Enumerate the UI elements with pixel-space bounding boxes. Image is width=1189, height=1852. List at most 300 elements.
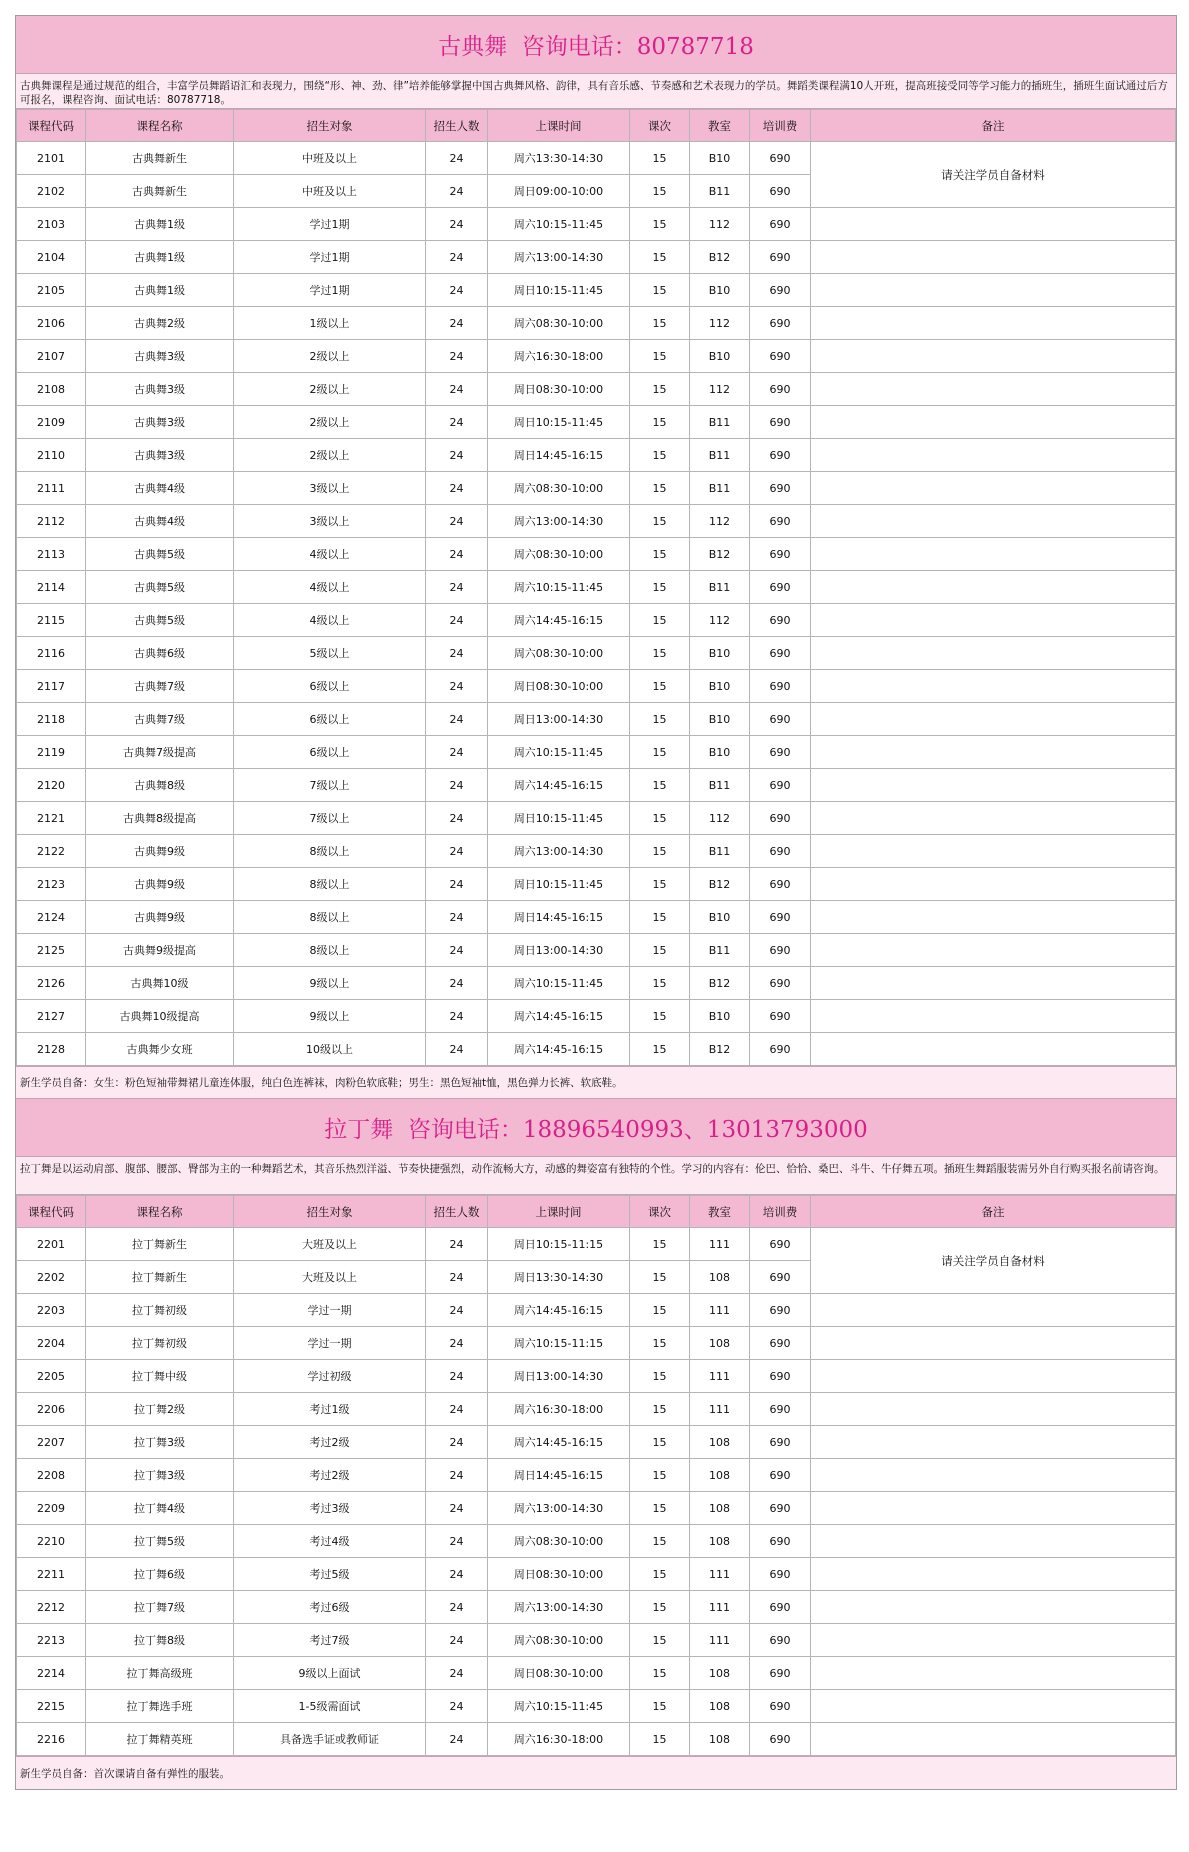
sessions-cell: 15 xyxy=(630,1000,690,1033)
sessions-cell: 15 xyxy=(630,472,690,505)
course-code-cell: 2121 xyxy=(17,802,86,835)
capacity-cell: 24 xyxy=(426,967,488,1000)
fee-cell: 690 xyxy=(750,406,811,439)
class-time-cell: 周六13:30-14:30 xyxy=(488,142,630,175)
course-code-cell: 2115 xyxy=(17,604,86,637)
class-time-cell: 周日13:30-14:30 xyxy=(488,1261,630,1294)
remarks-cell xyxy=(811,637,1176,670)
remarks-cell xyxy=(811,1690,1176,1723)
class-time-cell: 周日10:15-11:45 xyxy=(488,868,630,901)
target-students-cell: 1级以上 xyxy=(234,307,426,340)
capacity-cell: 24 xyxy=(426,1000,488,1033)
header-class-time: 上课时间 xyxy=(488,1196,630,1228)
remarks-cell xyxy=(811,340,1176,373)
course-name-cell: 古典舞8级提高 xyxy=(86,802,234,835)
course-name-cell: 拉丁舞4级 xyxy=(86,1492,234,1525)
target-students-cell: 2级以上 xyxy=(234,373,426,406)
classroom-cell: B10 xyxy=(690,901,750,934)
classroom-cell: 108 xyxy=(690,1327,750,1360)
sessions-cell: 15 xyxy=(630,1360,690,1393)
classroom-cell: B12 xyxy=(690,967,750,1000)
sessions-cell: 15 xyxy=(630,637,690,670)
fee-cell: 690 xyxy=(750,1033,811,1066)
remarks-cell xyxy=(811,802,1176,835)
table-row xyxy=(17,967,1176,1000)
target-students-cell: 学过一期 xyxy=(234,1294,426,1327)
section-footer-note: 新生学员自备：首次课请自备有弹性的服装。 xyxy=(16,1756,1176,1789)
table-row xyxy=(17,340,1176,373)
target-students-cell: 2级以上 xyxy=(234,439,426,472)
header-fee: 培训费 xyxy=(750,1196,811,1228)
target-students-cell: 考过4级 xyxy=(234,1525,426,1558)
fee-cell: 690 xyxy=(750,1294,811,1327)
remarks-cell xyxy=(811,1459,1176,1492)
sessions-cell: 15 xyxy=(630,1624,690,1657)
target-students-cell: 8级以上 xyxy=(234,868,426,901)
table-row xyxy=(17,472,1176,505)
sessions-cell: 15 xyxy=(630,1558,690,1591)
class-time-cell: 周日08:30-10:00 xyxy=(488,670,630,703)
classroom-cell: B10 xyxy=(690,637,750,670)
sessions-cell: 15 xyxy=(630,835,690,868)
classroom-cell: 111 xyxy=(690,1393,750,1426)
table-row xyxy=(17,1624,1176,1657)
fee-cell: 690 xyxy=(750,835,811,868)
banner-title: 古典舞 咨询电话：80787718 xyxy=(438,34,754,60)
class-time-cell: 周六16:30-18:00 xyxy=(488,340,630,373)
target-students-cell: 6级以上 xyxy=(234,736,426,769)
target-students-cell: 7级以上 xyxy=(234,769,426,802)
sessions-cell: 15 xyxy=(630,1459,690,1492)
course-name-cell: 拉丁舞2级 xyxy=(86,1393,234,1426)
sessions-cell: 15 xyxy=(630,538,690,571)
remarks-cell xyxy=(811,1294,1176,1327)
header-course-code: 课程代码 xyxy=(17,1196,86,1228)
remarks-cell xyxy=(811,703,1176,736)
course-name-cell: 拉丁舞3级 xyxy=(86,1459,234,1492)
fee-cell: 690 xyxy=(750,1591,811,1624)
classroom-cell: 112 xyxy=(690,505,750,538)
remarks-cell xyxy=(811,670,1176,703)
remarks-cell xyxy=(811,439,1176,472)
classroom-cell: B12 xyxy=(690,1033,750,1066)
course-code-cell: 2109 xyxy=(17,406,86,439)
table-row xyxy=(17,1294,1176,1327)
fee-cell: 690 xyxy=(750,1393,811,1426)
classroom-cell: B11 xyxy=(690,439,750,472)
fee-cell: 690 xyxy=(750,1261,811,1294)
remarks-cell xyxy=(811,835,1176,868)
sessions-cell: 15 xyxy=(630,967,690,1000)
course-code-cell: 2101 xyxy=(17,142,86,175)
header-capacity: 招生人数 xyxy=(426,1196,488,1228)
fee-cell: 690 xyxy=(750,670,811,703)
table-row xyxy=(17,142,1176,175)
classroom-cell: B11 xyxy=(690,571,750,604)
course-table xyxy=(16,1195,1176,1756)
target-students-cell: 考过3级 xyxy=(234,1492,426,1525)
classroom-cell: 111 xyxy=(690,1558,750,1591)
capacity-cell: 24 xyxy=(426,274,488,307)
fee-cell: 690 xyxy=(750,1525,811,1558)
classroom-cell: 111 xyxy=(690,1294,750,1327)
remarks-cell xyxy=(811,868,1176,901)
course-code-cell: 2210 xyxy=(17,1525,86,1558)
sessions-cell: 15 xyxy=(630,1033,690,1066)
class-time-cell: 周日10:15-11:45 xyxy=(488,274,630,307)
sessions-cell: 15 xyxy=(630,934,690,967)
class-time-cell: 周六10:15-11:45 xyxy=(488,208,630,241)
class-time-cell: 周六08:30-10:00 xyxy=(488,538,630,571)
fee-cell: 690 xyxy=(750,373,811,406)
capacity-cell: 24 xyxy=(426,538,488,571)
target-students-cell: 9级以上面试 xyxy=(234,1657,426,1690)
class-time-cell: 周六10:15-11:15 xyxy=(488,1327,630,1360)
table-row xyxy=(17,604,1176,637)
header-fee: 培训费 xyxy=(750,110,811,142)
fee-cell: 690 xyxy=(750,340,811,373)
capacity-cell: 24 xyxy=(426,142,488,175)
course-code-cell: 2102 xyxy=(17,175,86,208)
classroom-cell: B10 xyxy=(690,1000,750,1033)
course-name-cell: 拉丁舞8级 xyxy=(86,1624,234,1657)
class-time-cell: 周日08:30-10:00 xyxy=(488,1657,630,1690)
course-code-cell: 2113 xyxy=(17,538,86,571)
target-students-cell: 大班及以上 xyxy=(234,1228,426,1261)
fee-cell: 690 xyxy=(750,637,811,670)
table-row xyxy=(17,538,1176,571)
fee-cell: 690 xyxy=(750,604,811,637)
classroom-cell: 108 xyxy=(690,1657,750,1690)
course-code-cell: 2209 xyxy=(17,1492,86,1525)
table-row xyxy=(17,1558,1176,1591)
fee-cell: 690 xyxy=(750,1327,811,1360)
capacity-cell: 24 xyxy=(426,868,488,901)
sessions-cell: 15 xyxy=(630,406,690,439)
target-students-cell: 考过6级 xyxy=(234,1591,426,1624)
remarks-cell xyxy=(811,1591,1176,1624)
sessions-cell: 15 xyxy=(630,901,690,934)
fee-cell: 690 xyxy=(750,1690,811,1723)
table-row xyxy=(17,868,1176,901)
sessions-cell: 15 xyxy=(630,1591,690,1624)
classroom-cell: 108 xyxy=(690,1690,750,1723)
course-code-cell: 2106 xyxy=(17,307,86,340)
course-name-cell: 古典舞10级提高 xyxy=(86,1000,234,1033)
fee-cell: 690 xyxy=(750,901,811,934)
sessions-cell: 15 xyxy=(630,1723,690,1756)
table-row xyxy=(17,1033,1176,1066)
course-code-cell: 2215 xyxy=(17,1690,86,1723)
table-row xyxy=(17,670,1176,703)
fee-cell: 690 xyxy=(750,736,811,769)
remarks-cell xyxy=(811,1360,1176,1393)
fee-cell: 690 xyxy=(750,142,811,175)
remarks-cell xyxy=(811,967,1176,1000)
remarks-cell xyxy=(811,1558,1176,1591)
class-time-cell: 周日10:15-11:15 xyxy=(488,1228,630,1261)
target-students-cell: 6级以上 xyxy=(234,703,426,736)
capacity-cell: 24 xyxy=(426,505,488,538)
remarks-cell: 请关注学员自备材料 xyxy=(811,142,1176,208)
fee-cell: 690 xyxy=(750,967,811,1000)
target-students-cell: 具备选手证或教师证 xyxy=(234,1723,426,1756)
target-students-cell: 4级以上 xyxy=(234,538,426,571)
sessions-cell: 15 xyxy=(630,1492,690,1525)
course-name-cell: 古典舞6级 xyxy=(86,637,234,670)
course-code-cell: 2127 xyxy=(17,1000,86,1033)
table-row xyxy=(17,802,1176,835)
course-name-cell: 拉丁舞初级 xyxy=(86,1294,234,1327)
classroom-cell: 111 xyxy=(690,1228,750,1261)
target-students-cell: 学过一期 xyxy=(234,1327,426,1360)
fee-cell: 690 xyxy=(750,1000,811,1033)
course-name-cell: 古典舞新生 xyxy=(86,142,234,175)
table-row xyxy=(17,373,1176,406)
course-name-cell: 古典舞5级 xyxy=(86,604,234,637)
course-name-cell: 拉丁舞高级班 xyxy=(86,1657,234,1690)
course-code-cell: 2123 xyxy=(17,868,86,901)
course-code-cell: 2212 xyxy=(17,1591,86,1624)
course-code-cell: 2105 xyxy=(17,274,86,307)
class-time-cell: 周日14:45-16:15 xyxy=(488,1459,630,1492)
classroom-cell: 108 xyxy=(690,1492,750,1525)
class-time-cell: 周六10:15-11:45 xyxy=(488,1690,630,1723)
course-name-cell: 古典舞10级 xyxy=(86,967,234,1000)
remarks-cell xyxy=(811,1033,1176,1066)
course-code-cell: 2119 xyxy=(17,736,86,769)
course-code-cell: 2110 xyxy=(17,439,86,472)
table-row xyxy=(17,1393,1176,1426)
classroom-cell: B10 xyxy=(690,340,750,373)
fee-cell: 690 xyxy=(750,934,811,967)
table-row xyxy=(17,571,1176,604)
sessions-cell: 15 xyxy=(630,142,690,175)
target-students-cell: 8级以上 xyxy=(234,901,426,934)
target-students-cell: 考过5级 xyxy=(234,1558,426,1591)
remarks-cell: 请关注学员自备材料 xyxy=(811,1228,1176,1294)
course-code-cell: 2108 xyxy=(17,373,86,406)
table-row xyxy=(17,505,1176,538)
capacity-cell: 24 xyxy=(426,1393,488,1426)
sessions-cell: 15 xyxy=(630,175,690,208)
classroom-cell: 108 xyxy=(690,1525,750,1558)
latin-dance-section xyxy=(16,1099,1176,1789)
class-time-cell: 周六13:00-14:30 xyxy=(488,835,630,868)
target-students-cell: 学过初级 xyxy=(234,1360,426,1393)
target-students-cell: 10级以上 xyxy=(234,1033,426,1066)
sessions-cell: 15 xyxy=(630,670,690,703)
capacity-cell: 24 xyxy=(426,703,488,736)
course-name-cell: 古典舞3级 xyxy=(86,373,234,406)
table-row xyxy=(17,208,1176,241)
target-students-cell: 9级以上 xyxy=(234,1000,426,1033)
course-name-cell: 拉丁舞精英班 xyxy=(86,1723,234,1756)
course-code-cell: 2104 xyxy=(17,241,86,274)
class-time-cell: 周六10:15-11:45 xyxy=(488,736,630,769)
sessions-cell: 15 xyxy=(630,1327,690,1360)
fee-cell: 690 xyxy=(750,175,811,208)
remarks-cell xyxy=(811,307,1176,340)
target-students-cell: 中班及以上 xyxy=(234,142,426,175)
remarks-cell xyxy=(811,1000,1176,1033)
class-time-cell: 周六08:30-10:00 xyxy=(488,1624,630,1657)
class-time-cell: 周六14:45-16:15 xyxy=(488,1033,630,1066)
classroom-cell: B10 xyxy=(690,142,750,175)
capacity-cell: 24 xyxy=(426,1228,488,1261)
sessions-cell: 15 xyxy=(630,1525,690,1558)
remarks-cell xyxy=(811,769,1176,802)
fee-cell: 690 xyxy=(750,1492,811,1525)
table-row xyxy=(17,1000,1176,1033)
header-sessions: 课次 xyxy=(630,1196,690,1228)
course-name-cell: 拉丁舞选手班 xyxy=(86,1690,234,1723)
class-time-cell: 周六08:30-10:00 xyxy=(488,637,630,670)
course-name-cell: 古典舞9级 xyxy=(86,868,234,901)
classroom-cell: B11 xyxy=(690,835,750,868)
classroom-cell: B10 xyxy=(690,274,750,307)
class-time-cell: 周日13:00-14:30 xyxy=(488,934,630,967)
course-name-cell: 拉丁舞5级 xyxy=(86,1525,234,1558)
remarks-cell xyxy=(811,604,1176,637)
sessions-cell: 15 xyxy=(630,604,690,637)
course-name-cell: 古典舞9级提高 xyxy=(86,934,234,967)
table-row xyxy=(17,241,1176,274)
remarks-cell xyxy=(811,1723,1176,1756)
classroom-cell: B11 xyxy=(690,175,750,208)
table-row xyxy=(17,1228,1176,1261)
course-name-cell: 拉丁舞新生 xyxy=(86,1261,234,1294)
section-banner xyxy=(16,1099,1176,1157)
course-code-cell: 2122 xyxy=(17,835,86,868)
header-capacity: 招生人数 xyxy=(426,110,488,142)
capacity-cell: 24 xyxy=(426,1294,488,1327)
capacity-cell: 24 xyxy=(426,637,488,670)
section-description: 拉丁舞是以运动肩部、腹部、腰部、臀部为主的一种舞蹈艺术，其音乐热烈洋溢、节奏快捷强烈，动作流畅大方，动感的舞姿富有独特的个性。学习的内容有：伦巴、恰恰、桑巴、斗牛、牛仔舞五项。插班生舞蹈服装需另外自行购买报名前请咨询。 xyxy=(16,1157,1176,1195)
header-course-name: 课程名称 xyxy=(86,110,234,142)
table-row xyxy=(17,1360,1176,1393)
course-name-cell: 拉丁舞中级 xyxy=(86,1360,234,1393)
capacity-cell: 24 xyxy=(426,670,488,703)
class-time-cell: 周六08:30-10:00 xyxy=(488,307,630,340)
target-students-cell: 考过2级 xyxy=(234,1426,426,1459)
table-row xyxy=(17,1591,1176,1624)
remarks-cell xyxy=(811,406,1176,439)
course-code-cell: 2206 xyxy=(17,1393,86,1426)
course-name-cell: 古典舞4级 xyxy=(86,472,234,505)
fee-cell: 690 xyxy=(750,241,811,274)
course-code-cell: 2213 xyxy=(17,1624,86,1657)
course-name-cell: 古典舞3级 xyxy=(86,406,234,439)
fee-cell: 690 xyxy=(750,538,811,571)
capacity-cell: 24 xyxy=(426,472,488,505)
table-row xyxy=(17,835,1176,868)
class-time-cell: 周六10:15-11:45 xyxy=(488,571,630,604)
course-code-cell: 2128 xyxy=(17,1033,86,1066)
fee-cell: 690 xyxy=(750,1723,811,1756)
capacity-cell: 24 xyxy=(426,373,488,406)
capacity-cell: 24 xyxy=(426,901,488,934)
capacity-cell: 24 xyxy=(426,406,488,439)
capacity-cell: 24 xyxy=(426,1261,488,1294)
classroom-cell: B10 xyxy=(690,736,750,769)
class-time-cell: 周六13:00-14:30 xyxy=(488,1591,630,1624)
remarks-cell xyxy=(811,1624,1176,1657)
class-time-cell: 周日13:00-14:30 xyxy=(488,703,630,736)
table-row xyxy=(17,439,1176,472)
capacity-cell: 24 xyxy=(426,1360,488,1393)
capacity-cell: 24 xyxy=(426,1624,488,1657)
table-header-row xyxy=(17,1196,1176,1228)
capacity-cell: 24 xyxy=(426,934,488,967)
course-code-cell: 2211 xyxy=(17,1558,86,1591)
target-students-cell: 2级以上 xyxy=(234,406,426,439)
target-students-cell: 学过1期 xyxy=(234,241,426,274)
remarks-cell xyxy=(811,1393,1176,1426)
course-code-cell: 2204 xyxy=(17,1327,86,1360)
target-students-cell: 学过1期 xyxy=(234,274,426,307)
remarks-cell xyxy=(811,1327,1176,1360)
course-name-cell: 拉丁舞初级 xyxy=(86,1327,234,1360)
classroom-cell: 108 xyxy=(690,1426,750,1459)
remarks-cell xyxy=(811,1426,1176,1459)
remarks-cell xyxy=(811,1657,1176,1690)
classroom-cell: 112 xyxy=(690,802,750,835)
course-code-cell: 2103 xyxy=(17,208,86,241)
capacity-cell: 24 xyxy=(426,175,488,208)
fee-cell: 690 xyxy=(750,472,811,505)
course-name-cell: 古典舞4级 xyxy=(86,505,234,538)
banner-title: 拉丁舞 咨询电话：18896540993、13013793000 xyxy=(324,1117,868,1143)
capacity-cell: 24 xyxy=(426,1723,488,1756)
target-students-cell: 8级以上 xyxy=(234,934,426,967)
class-time-cell: 周六13:00-14:30 xyxy=(488,241,630,274)
target-students-cell: 1-5级需面试 xyxy=(234,1690,426,1723)
class-time-cell: 周日08:30-10:00 xyxy=(488,1558,630,1591)
course-name-cell: 古典舞2级 xyxy=(86,307,234,340)
target-students-cell: 学过1期 xyxy=(234,208,426,241)
remarks-cell xyxy=(811,571,1176,604)
target-students-cell: 7级以上 xyxy=(234,802,426,835)
table-row xyxy=(17,736,1176,769)
sessions-cell: 15 xyxy=(630,241,690,274)
class-time-cell: 周六16:30-18:00 xyxy=(488,1723,630,1756)
header-class-time: 上课时间 xyxy=(488,110,630,142)
table-row xyxy=(17,307,1176,340)
table-row xyxy=(17,274,1176,307)
class-time-cell: 周六14:45-16:15 xyxy=(488,1426,630,1459)
classroom-cell: 112 xyxy=(690,208,750,241)
header-course-code: 课程代码 xyxy=(17,110,86,142)
capacity-cell: 24 xyxy=(426,1591,488,1624)
course-name-cell: 古典舞8级 xyxy=(86,769,234,802)
remarks-cell xyxy=(811,1492,1176,1525)
course-code-cell: 2116 xyxy=(17,637,86,670)
capacity-cell: 24 xyxy=(426,1657,488,1690)
course-name-cell: 古典舞5级 xyxy=(86,571,234,604)
classroom-cell: B11 xyxy=(690,934,750,967)
capacity-cell: 24 xyxy=(426,307,488,340)
classroom-cell: 111 xyxy=(690,1591,750,1624)
course-code-cell: 2203 xyxy=(17,1294,86,1327)
course-name-cell: 古典舞1级 xyxy=(86,241,234,274)
course-code-cell: 2216 xyxy=(17,1723,86,1756)
class-time-cell: 周六14:45-16:15 xyxy=(488,1000,630,1033)
fee-cell: 690 xyxy=(750,505,811,538)
course-table xyxy=(16,109,1176,1066)
course-code-cell: 2112 xyxy=(17,505,86,538)
target-students-cell: 5级以上 xyxy=(234,637,426,670)
